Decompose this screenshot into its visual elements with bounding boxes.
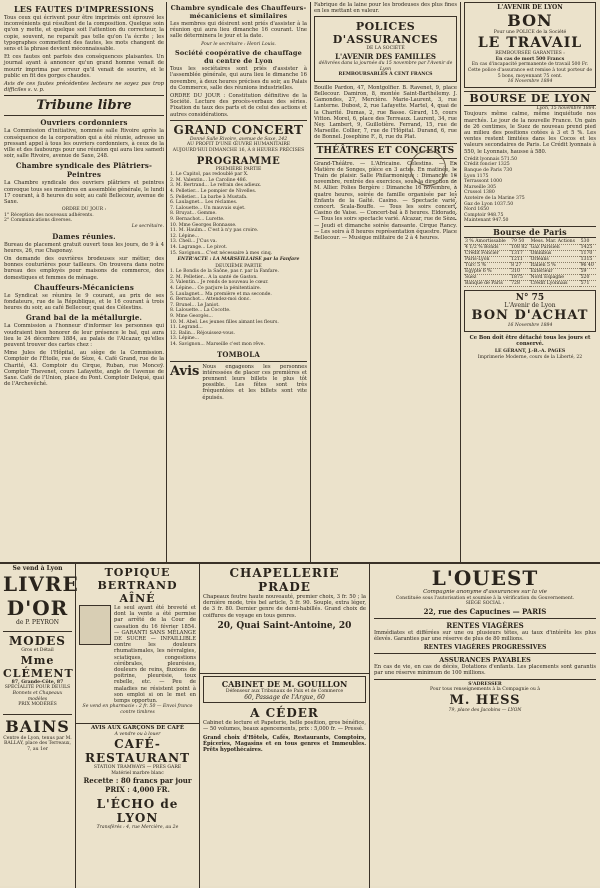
bon-name: LE TRAVAIL — [477, 35, 583, 52]
cafe-recette: Recette : 80 francs par jour — [83, 776, 192, 786]
police-box — [314, 16, 457, 81]
cafe-prix: PRIX : 4,000 FR. — [105, 785, 170, 795]
programme-item: 13. Lépine... — [170, 336, 200, 342]
intermission: ENTR'ACTE : LA MARSEILLAISE par la Fanfare — [177, 257, 300, 263]
programme-item: 10. Mme Georges Bonnasse. — [170, 222, 237, 228]
avis-title: Avis — [170, 363, 200, 379]
agent-name: M. HESS — [449, 692, 521, 708]
intro-text: Fabrique de la laine pour les brodeuses des plus fines en les mettant en valeur. — [314, 2, 457, 15]
topique-title: TOPIQUE BERTRAND AÎNÉ — [97, 566, 178, 605]
table-cell: Extérieur — [530, 268, 580, 274]
ceder-title: A CÉDER — [250, 706, 319, 721]
column-rule — [310, 2, 311, 562]
programme-item: 9. Bernachot... Lurette. — [170, 216, 225, 222]
bourse-date: Lyon, 15 novembre 1884. — [536, 105, 596, 111]
modes-prix: PRIX MODÉRÉS — [18, 702, 57, 708]
errata-end: Avis de ces fautes précédentes lecteurs ne soyez pas trop difficiles s. v. p. — [4, 81, 164, 94]
programme-item: 10. M. Abel. Les jeunes filles aimant les fleurs. — [170, 319, 279, 325]
programme-item: 12. Balin... Réjouissez-vous. — [170, 330, 235, 336]
section-text: Le Syndicat se réunira le 9 courant, au prix de ses fondateurs, rue de la République, et le 16 courant à trois heures du soir, au café Bellecour, quai des Célestins. — [4, 292, 164, 312]
bon-line-2: En cas de mort 500 Francs — [495, 56, 565, 62]
column-rule — [166, 2, 167, 562]
cabinet-addr: 60, Passage de l'Argue, 60 — [244, 693, 325, 701]
rentes-prog: RENTES VIAGÈRES PROGRESSIVES — [423, 644, 547, 652]
cooperative-title: Société coopérative de chauffage du centre de Lyon — [174, 49, 303, 66]
ouest-title: L'OUEST — [431, 566, 539, 590]
avis-text: Nous engageons les personnes intéressées de placer ces premières et prennent leurs billets le plus tôt possible. Les fêtes sont très fréquentées et les billets sont vite épuisés. — [202, 363, 307, 401]
concert-info: AU PROFIT D'UNE ŒUVRE HUMANITAIRE — [186, 142, 291, 148]
programme-item: 7. Brunel... Le Janiot. — [170, 302, 220, 308]
cooperative-order: ORDRE DU JOUR : Constitution définitive de la Société. Lecture des procès-verbaux des séries. Fixation du taux des parts et de celui des actions et autres considérations. — [170, 93, 307, 118]
table-cell: Mess. Mar. Actions — [530, 239, 580, 245]
table-cell: 1425 — [580, 244, 596, 250]
cabinet-sub: Défenseur aux Tribunaux de Paix et de Commerce — [225, 689, 344, 694]
modes-addr: 87, Grande-Côte, 87 — [11, 679, 64, 685]
order-label: ORDRE DU JOUR : — [61, 207, 107, 213]
bon75-date: 16 Novembre 1884 — [507, 323, 553, 329]
bon-line: REMBOURSÉE GARANTIES : — [495, 51, 565, 57]
bains-text: Centre de Lyon, tenus par M. BALLAY, place des Terreaux, 7, au 1er — [3, 735, 72, 752]
bourse-value: • Banque de Paris 730 — [464, 168, 596, 174]
bon75-name: BON D'ACHAT — [471, 308, 589, 324]
programme-item: 14. Savignon... Marseille c'est mon rêve. — [170, 342, 265, 348]
chapel-addr: 20, Quai Saint-Antoine, 20 — [217, 620, 352, 631]
bon-header: L'AVENIR DE LYON — [497, 4, 563, 11]
programme-item: 1. Le Capitol, pas redoublé par X. — [170, 172, 249, 178]
table-cell: 530 — [580, 239, 596, 245]
theatres-text: Grand-Théâtre. — L'Africaine. Célestins. — En Matière de Songes, pièce en 3 actes. En matinée, le Train de plaisir. Salle Philarmonique : Dimanche 16 novembre, rentrée des exercices, sous la direction de M. Allier. Folies Bergère : Dimanche 16 novembre, à quatre heures, soirée de famille organisée par les Enfants de la Gaîté. Casino. — Spectacle varié, concert. Scala-Bouffe. — Tous les soirs concert. Casino de Vaise. — Concert-bal à 8 heures. Eldorado. — Tous les soirs spectacle varié. Alcazar, rue de Sèze. — Jeudi et dimanche soirée dansante. Cirque Rancy. — Les soirs à 8 heures représentation équestre. Place Bellecour. — Musique militaire de 2 à 4 heures. — [314, 160, 457, 242]
agent-addr: 79, place des Jacobins — LYON — [448, 707, 522, 713]
chauffeurs-signoff: Pour le secrétaire : Henri Louis. — [201, 41, 276, 47]
section-text: La Commission a l'honneur d'informer les personnes qui voudraient bien honorer de leur présence le bal, qui aura lieu le 24 décembre 1884, au palais de l'Alcazar, qu'elles peuvent trouver des cartes chez : — [4, 323, 164, 349]
programme-item: 6. Laulagnet... Les réclames. — [170, 200, 238, 206]
section-text: La Commission d'initiative, nommée salle Rivoire après la conséquence de la corporation qui a été réunie, adresse un pressant appel à tous les ouvriers cordonniers, à ceux de la ville et des faubourgs pour une réunion qui aura lieu samedi soir, salle Rivoire, avenue de Saxe, 248. — [4, 128, 164, 160]
concert-sub: Donné Salle Rivoire, avenue de Saxe, 242 — [189, 136, 288, 142]
section-text: La Chambre syndicale des ouvriers plâtriers et peintres convoque tous ses membres en assemblée générale, le lundi 17 courant, à 8 heures du soir, au café Bellecour, avenue de Saxe. — [4, 180, 164, 206]
bourse-title: BOURSE DE LYON — [464, 91, 596, 106]
chauffeurs-text: Les membres qui désirent sont priés d'assister à la réunion qui aura lieu dimanche 16 courant. Une salle déterminera le jour et la date. — [170, 21, 307, 40]
paris-title: Bourse de Paris — [464, 226, 596, 238]
programme-list-2 — [170, 269, 307, 347]
bon75-note: Ce Bon doit être détaché tous les jours et conservé. — [469, 335, 591, 348]
concert-title: GRAND CONCERT — [173, 122, 304, 137]
livre-by: de P. PEYRON — [16, 618, 59, 626]
ad-cafe — [76, 724, 200, 888]
programme-list-1 — [170, 172, 307, 256]
table-cell: Italien 5 % — [530, 262, 580, 268]
table-cell: 1315 — [580, 256, 596, 262]
livre-top: Se vend à Lyon — [12, 565, 63, 572]
bourse-value: • Crédit foncier 1325 — [464, 162, 596, 168]
table-cell: 1317 — [510, 250, 529, 256]
programme-item: 14. Lagrange... Le pivot. — [170, 244, 228, 250]
section-title: Ouvriers cordonniers — [40, 118, 128, 128]
cafe-title: CAFÉ-RESTAURANT — [84, 737, 190, 766]
programme-item: 5. Laulagnet... Ma première et ma seconde. — [170, 291, 272, 297]
programme-item: 3. M. Bertrand... Le refrain des adieux. — [170, 183, 262, 189]
topique-text: Le seul ayant été breveté et dont la vente a été permise par arrêté de la Cour de cassation du 16 février 1854. — GARANTI SANS MÉLANGE DE SUCRE — INFAILLIBLE contre les douleurs rhumatismales, les névralgies, sciatiques, congestions cérébrales, pleurésies, douleurs de reins, fluxions de poitrine, pleurésie, toux rebelle, etc. — Peu de maladies ne résistent point à son emploi si on le met en temps opportun. — [114, 605, 196, 705]
programme-item: 13. Cheil... J'Cus va. — [170, 239, 217, 245]
programme-title: PROGRAMME — [196, 155, 281, 167]
rentes-title: RENTES VIAGÈRES — [446, 620, 524, 630]
modes-spec-2: Bonnets et Chapeaux modèles — [12, 690, 63, 702]
cooperative-text: Tous les sociétaires sont priés d'assister à l'assemblée générale, qui aura lieu le dimanche 16 novembre, à deux heures précises du soir, au Palais du Commerce, salle des réunions industrielles. — [170, 66, 307, 91]
ouest-siege: SIÈGE SOCIAL : — [465, 601, 505, 607]
table-cell: 571 — [580, 280, 596, 286]
chauffeurs-title: Chambre syndicale des Chauffeurs-mécaniciens et similaires — [170, 4, 307, 20]
table-cell: 728 — [510, 280, 529, 286]
section-title: Dames réunies. — [52, 231, 116, 241]
bon-line-3: En cas d'incapacité permanente de travail 500 Fr. — [471, 62, 589, 68]
errata-text: Tous ceux qui écrivent pour être imprimés ont éprouvé les inconvénients qui résultent de la composition. Quelque soin qu'on y mette, et quelque soit l'attention du correcteur, la copie, souvent, ne reparaît pas telle qu'on l'a écrite ; les typographes commettent des fautes, les mots changent de sens et la phrase devient méconnaissable. — [4, 15, 164, 53]
police-sub: DE LA SOCIÉTÉ — [366, 46, 405, 52]
programme-item: 4. Pelletier... Le pompier de Nivelles. — [170, 188, 257, 194]
avis-garcons: AVIS AUX GARÇONS DE CAFÉ — [90, 725, 185, 731]
cafe-text: Matériel marbre blanc — [111, 770, 164, 776]
cabinet-title: CABINET DE M. GOUILLON — [221, 679, 348, 689]
ad-ouest — [370, 564, 600, 888]
ouest-sub-2: Constituée sous l'autorisation et soumise à la vérification du Gouvernement. — [395, 595, 575, 601]
ouest-sub: Compagnie anonyme d'assurances sur la vie — [423, 589, 547, 595]
programme-item: 8. Lalouette... La Cocotte. — [170, 308, 231, 314]
ad-topique — [76, 564, 200, 724]
table-cell: Paris-Lyon — [464, 256, 510, 262]
errata-text-2: Et ces fautes ont parfois des conséquences plaisantes. Un journal ayant à annoncer qu'un grand homme venait de mourir imprima par erreur qu'il venait de sourire, et le public en fit des gorges chaudes. — [4, 54, 164, 79]
police-sub-2: L'AVENIR DES FAMILLES — [335, 52, 436, 61]
programme-item: 7. Lalouette... Un mauvais sujet. — [170, 205, 246, 211]
table-cell: 4 1/2 % Bonds — [464, 244, 510, 250]
modes-spec: SPÉCIALITÉ POUR DEUILS — [4, 685, 71, 691]
rentes-text: Immédiates et différées sur une ou plusieurs têtes, au taux d'intérêts les plus élevés. Garanties par une réserve de plus de 80 millions. — [374, 629, 596, 642]
bourse-values — [464, 157, 596, 224]
programme-item: 12. Lépine... — [170, 233, 200, 239]
programme-item: 4. Lépine... Ce parjure la pénitentiaire. — [170, 286, 262, 292]
section-text: Bureau de placement gratuit ouvert tous les jours, de 9 à 4 heures, 26, rue Chaponay. — [4, 241, 164, 254]
programme-item: 3. Valentin... Je rends de nouveau le cœur. — [170, 280, 269, 286]
topique-price: Se vend en pharmacie : 2 fr. 50 — Envoi franco contre timbres — [82, 704, 193, 715]
column-3 — [314, 2, 457, 243]
table-cell: Suez — [464, 274, 510, 280]
ad-chapellerie — [200, 564, 370, 674]
section-text: On demande des ouvrières brodeuses sur métier, des bonnes couturières pour tailleurs. On trouvera dans notre bureau des employés pour maisons de commerce, des domestiques et femmes de ménage. — [4, 256, 164, 281]
errata-title: LES FAUTES D'IMPRESSIONS — [13, 4, 155, 14]
programme-item: 5. Pelletier... La barbe à Mustafa. — [170, 194, 248, 200]
column-2 — [170, 2, 307, 401]
table-cell: 310 — [510, 268, 529, 274]
chapel-title: CHAPELLERIE PRADE — [229, 566, 340, 594]
table-cell: 59 — [580, 268, 596, 274]
police-list: Bouille Pardon, 47, Montgolfier. B. Ravenet, 9, place Bellecour. Damiron, 8, montée Saint-Barthélemy. J. Gamondes, 27, Mercière. Marie-Laurent, 3, rue Lanterne. Dubost, 2, rue Lafayette. Martel, 4, quai de la Charité. Dumas, 2, rue Basse. Girard, 15, cours Vitton. Morel, 6, place des Terreaux. Laurent, 34, rue Ney. Lambert, 9, Guillotière. Ferrand, 15, rue de Marseille. Collier, 7, rue de l'Hôpital. Durand, 6, rue de Bonnel. Josephine F., 8, rue du Plat. — [314, 84, 457, 141]
table-cell: 3 % Amortissable — [464, 239, 510, 245]
theatres-title: THÉÂTRES ET CONCERTS — [316, 145, 455, 156]
bon-line-4: Cette police d'assurance est remise à tout porteur de 5 bons, moyennant 75 cent. — [467, 67, 593, 79]
modes-title: MODES — [9, 634, 66, 649]
ad-cabinet — [200, 674, 370, 888]
bon-date: 16 Novembre 1884 — [507, 79, 553, 85]
table-cell: Égypte 6 % — [464, 268, 510, 274]
bourse-value: • Azoteire de la Marine 375 — [464, 196, 596, 202]
bourse-value: • Terrassont 1000 — [464, 179, 596, 185]
part-2-label: DEUXIÈME PARTIE — [215, 263, 262, 269]
section-title: Grand bal de la métallurgie. — [25, 313, 143, 323]
bains-title: BAINS — [5, 716, 70, 736]
livre-title: LIVRE D'OR — [3, 571, 79, 620]
table-cell: Orléans — [530, 256, 580, 262]
bourse-value: • Lyon 1175 — [464, 174, 596, 180]
police-sub-3: délivrées dans la journée du 15 novembre par l'Avenir de Lyon — [318, 61, 453, 72]
table-cell: 96 40 — [580, 262, 596, 268]
column-1 — [4, 2, 164, 390]
programme-item: 2. M. Pelletier... A la santé de Gaston. — [170, 274, 258, 280]
part-1-label: PREMIÈRE PARTIE — [215, 166, 262, 172]
ouest-addr: 22, rue des Capucines — PARIS — [423, 606, 547, 616]
tombola: TOMBOLA — [217, 349, 260, 359]
chapel-text: Chapeaux feutre haute nouveauté, premier choix, 3 fr. 50 ; la dernière mode, très bel article, 5 fr. 90. Souple, extra léger, de 3 fr. 80. Dernier genre de demi-habillés. Grand choix de coiffures de voyage en tous genres. — [203, 594, 366, 619]
paris-table — [464, 239, 596, 287]
section-title: Chauffeurs-Mécaniciens — [34, 282, 134, 292]
table-cell: Gaz Parisien — [530, 244, 580, 250]
bon-title: BON — [507, 10, 553, 30]
programme-item: 2. M. Valentin... Le Caroline 486. — [170, 177, 248, 183]
ads-row — [0, 562, 600, 888]
assurances-title: ASSURANCES PAYABLES — [439, 656, 531, 665]
cafe-sub-sale: A vendre ou à louer — [114, 731, 161, 737]
table-cell: 1875 — [510, 274, 529, 280]
bon-sub: Pour une POLICE de la Société — [493, 29, 567, 35]
programme-item: 15. Savignon... C'est nécessaire à mes cinq. — [170, 250, 273, 256]
table-cell: Crédit Foncier — [464, 250, 510, 256]
table-cell: Crédit Lyonnais — [530, 280, 580, 286]
table-cell: Banque de Paris — [464, 280, 510, 286]
programme-item: 9. Mme Georgès... — [170, 314, 213, 320]
programme-item: 6. Bernachot... Attendez-moi donc. — [170, 297, 251, 303]
column-rule — [460, 2, 461, 562]
bourse-value: • Crussol 1380 — [464, 190, 596, 196]
table-cell: 108 82 — [510, 244, 529, 250]
bon75-sub: L'Avenir de Lyon — [504, 301, 556, 309]
ad-livre-modes — [0, 564, 79, 888]
ceder-text-2: Grand choix d'Hôtels, Cafés, Restaurants, Comptoirs, Épiceries, Magasins et en tous genres et Immeubles. Prêts hypothécaires. — [203, 734, 366, 753]
column-4 — [464, 2, 596, 361]
bourse-value: • Maintenant 947.50 — [464, 218, 596, 224]
bon-travail-box — [464, 2, 596, 88]
adresser: S'ADRESSER — [468, 681, 502, 687]
police-title: POLICES D'ASSURANCES — [332, 20, 439, 47]
order-item: 2° Communications diverses. — [4, 218, 73, 224]
echo-title: L'ÉCHO de LYON — [96, 797, 179, 826]
table-cell: 520 — [580, 274, 596, 280]
section-title: Chambre syndicale des Plâtriers-Peintres — [15, 161, 153, 180]
gerant: LE GÉRANT, J.-B.-A. PAGES — [494, 349, 566, 355]
building-illustration — [79, 605, 111, 645]
table-cell: 1170 — [580, 250, 596, 256]
concert-info-2: AUJOURD'HUI DIMANCHE 16, À 8 HEURES PRÉCISES — [172, 148, 305, 154]
table-cell: 8 27 — [510, 262, 529, 268]
order-item: 1° Réception des nouveaux adhérents. — [4, 212, 94, 218]
echo-sub: Transférés : 4, rue Mercière, au 2e — [96, 825, 179, 831]
adresser-text: Pour tous renseignements à la Compagnie ou à — [429, 687, 541, 693]
bourse-value: • Gaz de Lyon 1037.50 — [464, 202, 596, 208]
table-cell: Omnibus — [530, 250, 580, 256]
table-cell: 1211 — [510, 256, 529, 262]
modes-sub: Gros et Détail — [21, 648, 54, 654]
bourse-value: • Crédit lyonnais 571.50 — [464, 157, 596, 163]
modes-name: Mme CLÉMENT — [3, 653, 74, 680]
table-cell: 79 50 — [510, 239, 529, 245]
programme-item: 11. Legrand... — [170, 325, 203, 331]
programme-item: 1. Le Bondis de la Saône, pas r. par la Fanfare. — [170, 269, 279, 275]
round-stamp — [410, 150, 446, 186]
programme-item: 11. M. Haulm... C'est à n'y pas croire. — [170, 228, 259, 234]
bon75-number: N° 75 — [515, 292, 545, 303]
section-list: Mme Jules de l'Hôpital, au siège de la Commission. Comptoir de l'Étoile, rue de Sèze, 4. Café Grand, rue de la Charité, 43. Comptoir du Cirque, Ruban, rue Monceÿ. Comptoir Thevenet, cours Lafayette, angle de l'avenue de Saxe. Café de l'Union, place du Pont. Comptoir Delqué, quai de l'Archevêché. — [4, 350, 164, 388]
assurances-text: En cas de vie, en cas de décès, Dotations d'enfants. Les placements sont garantis par une réserve minimum de 100 millions. — [374, 664, 596, 677]
printer: Imprimerie Moderne, cours de la Liberté, 22 — [477, 355, 583, 361]
table-cell: Nord Espagne — [530, 274, 580, 280]
table-cell: Turc 5 % — [464, 262, 510, 268]
police-sub-4: REMBOURSABLES À CENT FRANCS — [338, 72, 433, 78]
bourse-value: • Marseille 305 — [464, 185, 596, 191]
secretary: Le secrétaire. — [131, 224, 164, 230]
table-row — [464, 280, 596, 286]
cafe-sub: STATION TRAMWAYS — PRÈS GARE — [93, 765, 182, 771]
bon-achat-box — [464, 290, 596, 332]
bourse-value: • Nord 1650 — [464, 207, 596, 213]
ceder-text: Cabinet de lecture et Papeterie, belle position, gros bénéfice, — 50 volumes, beaux agencements, prix : 5,000 fr. — Pressé. — [203, 720, 366, 733]
tribune-title: Tribune libre — [36, 98, 132, 114]
bourse-value: • Comptoir 948.75 — [464, 213, 596, 219]
bourse-text: Toujours même calme, même inquiétude nos marchés. Le jour de la nouvelle France. Un gain de 26 centimes, le Suez de nouveau prend pied au milieu des positions cotées à 3 et 5 %. Les ventes restent limitées dans les Cocos et les valeurs secondaires de Paris. Le Crédit lyonnais à 550, le Lyonnais, hausse à 580. — [464, 111, 596, 155]
programme-item: 8. Bruyat... Gemme. — [170, 211, 217, 217]
